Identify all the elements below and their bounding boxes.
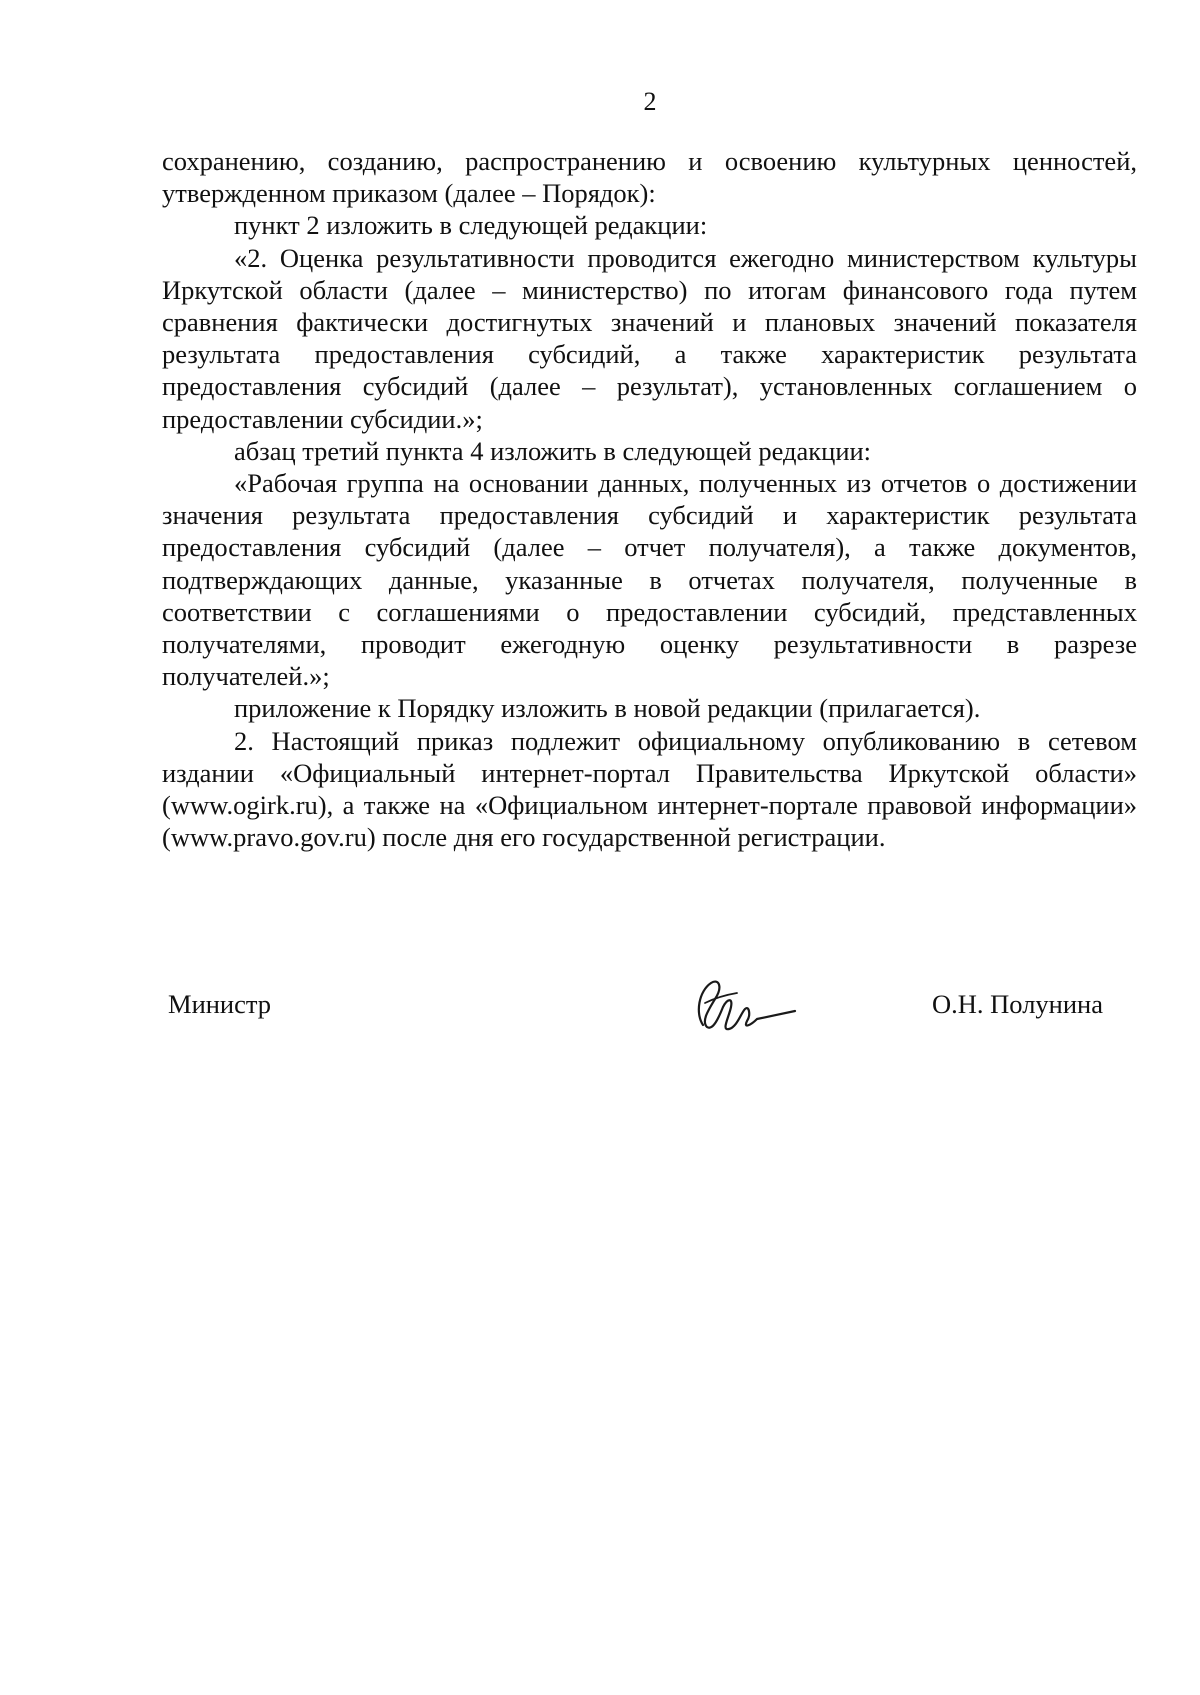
paragraph: приложение к Порядку изложить в новой редакции (прилагается). bbox=[234, 693, 981, 724]
handwritten-signature bbox=[685, 973, 805, 1043]
paragraph: 2. Настоящий приказ подлежит официальному опубликованию в сетевом издании «Официальный интернет-портал Правительства Иркутской области» (www.ogirk.ru), а также на «Официальном интернет-портале правовой информации» (www.pravo.gov.ru) после дня его государственной регистрации. bbox=[162, 725, 1137, 853]
paragraph: «2. Оценка результативности проводится ежегодно министерством культуры Иркутской области (далее – министерство) по итогам финансового года путем сравнения фактически достигнутых значений и плановых значений показателя результата предоставления субсидий, а также характеристик результата предоставления субсидий (далее – результат), установленных соглашением о предоставлении субсидии.»; bbox=[162, 242, 1137, 434]
document-body bbox=[162, 145, 1137, 853]
signature-block bbox=[0, 983, 1200, 1043]
signer-title: Министр bbox=[168, 989, 272, 1019]
paragraph: сохранению, созданию, распространению и освоению культурных ценностей, утвержденном приказом (далее – Порядок): bbox=[162, 146, 1137, 209]
paragraph: пункт 2 изложить в следующей редакции: bbox=[234, 210, 708, 241]
signer-name: О.Н. Полунина bbox=[932, 989, 1103, 1019]
paragraph: абзац третий пункта 4 изложить в следующей редакции: bbox=[234, 435, 872, 466]
page-number: 2 bbox=[643, 87, 657, 116]
paragraph: «Рабочая группа на основании данных, полученных из отчетов о достижении значения результата предоставления субсидий и характеристик результата предоставления субсидий (далее – отчет получателя), а также документов, подтверждающих данные, указанные в отчетах получателя, полученные в соответствии с соглашениями о предоставлении субсидий, представленных получателями, проводит ежегодную оценку результативности в разрезе получателей.»; bbox=[162, 468, 1137, 692]
